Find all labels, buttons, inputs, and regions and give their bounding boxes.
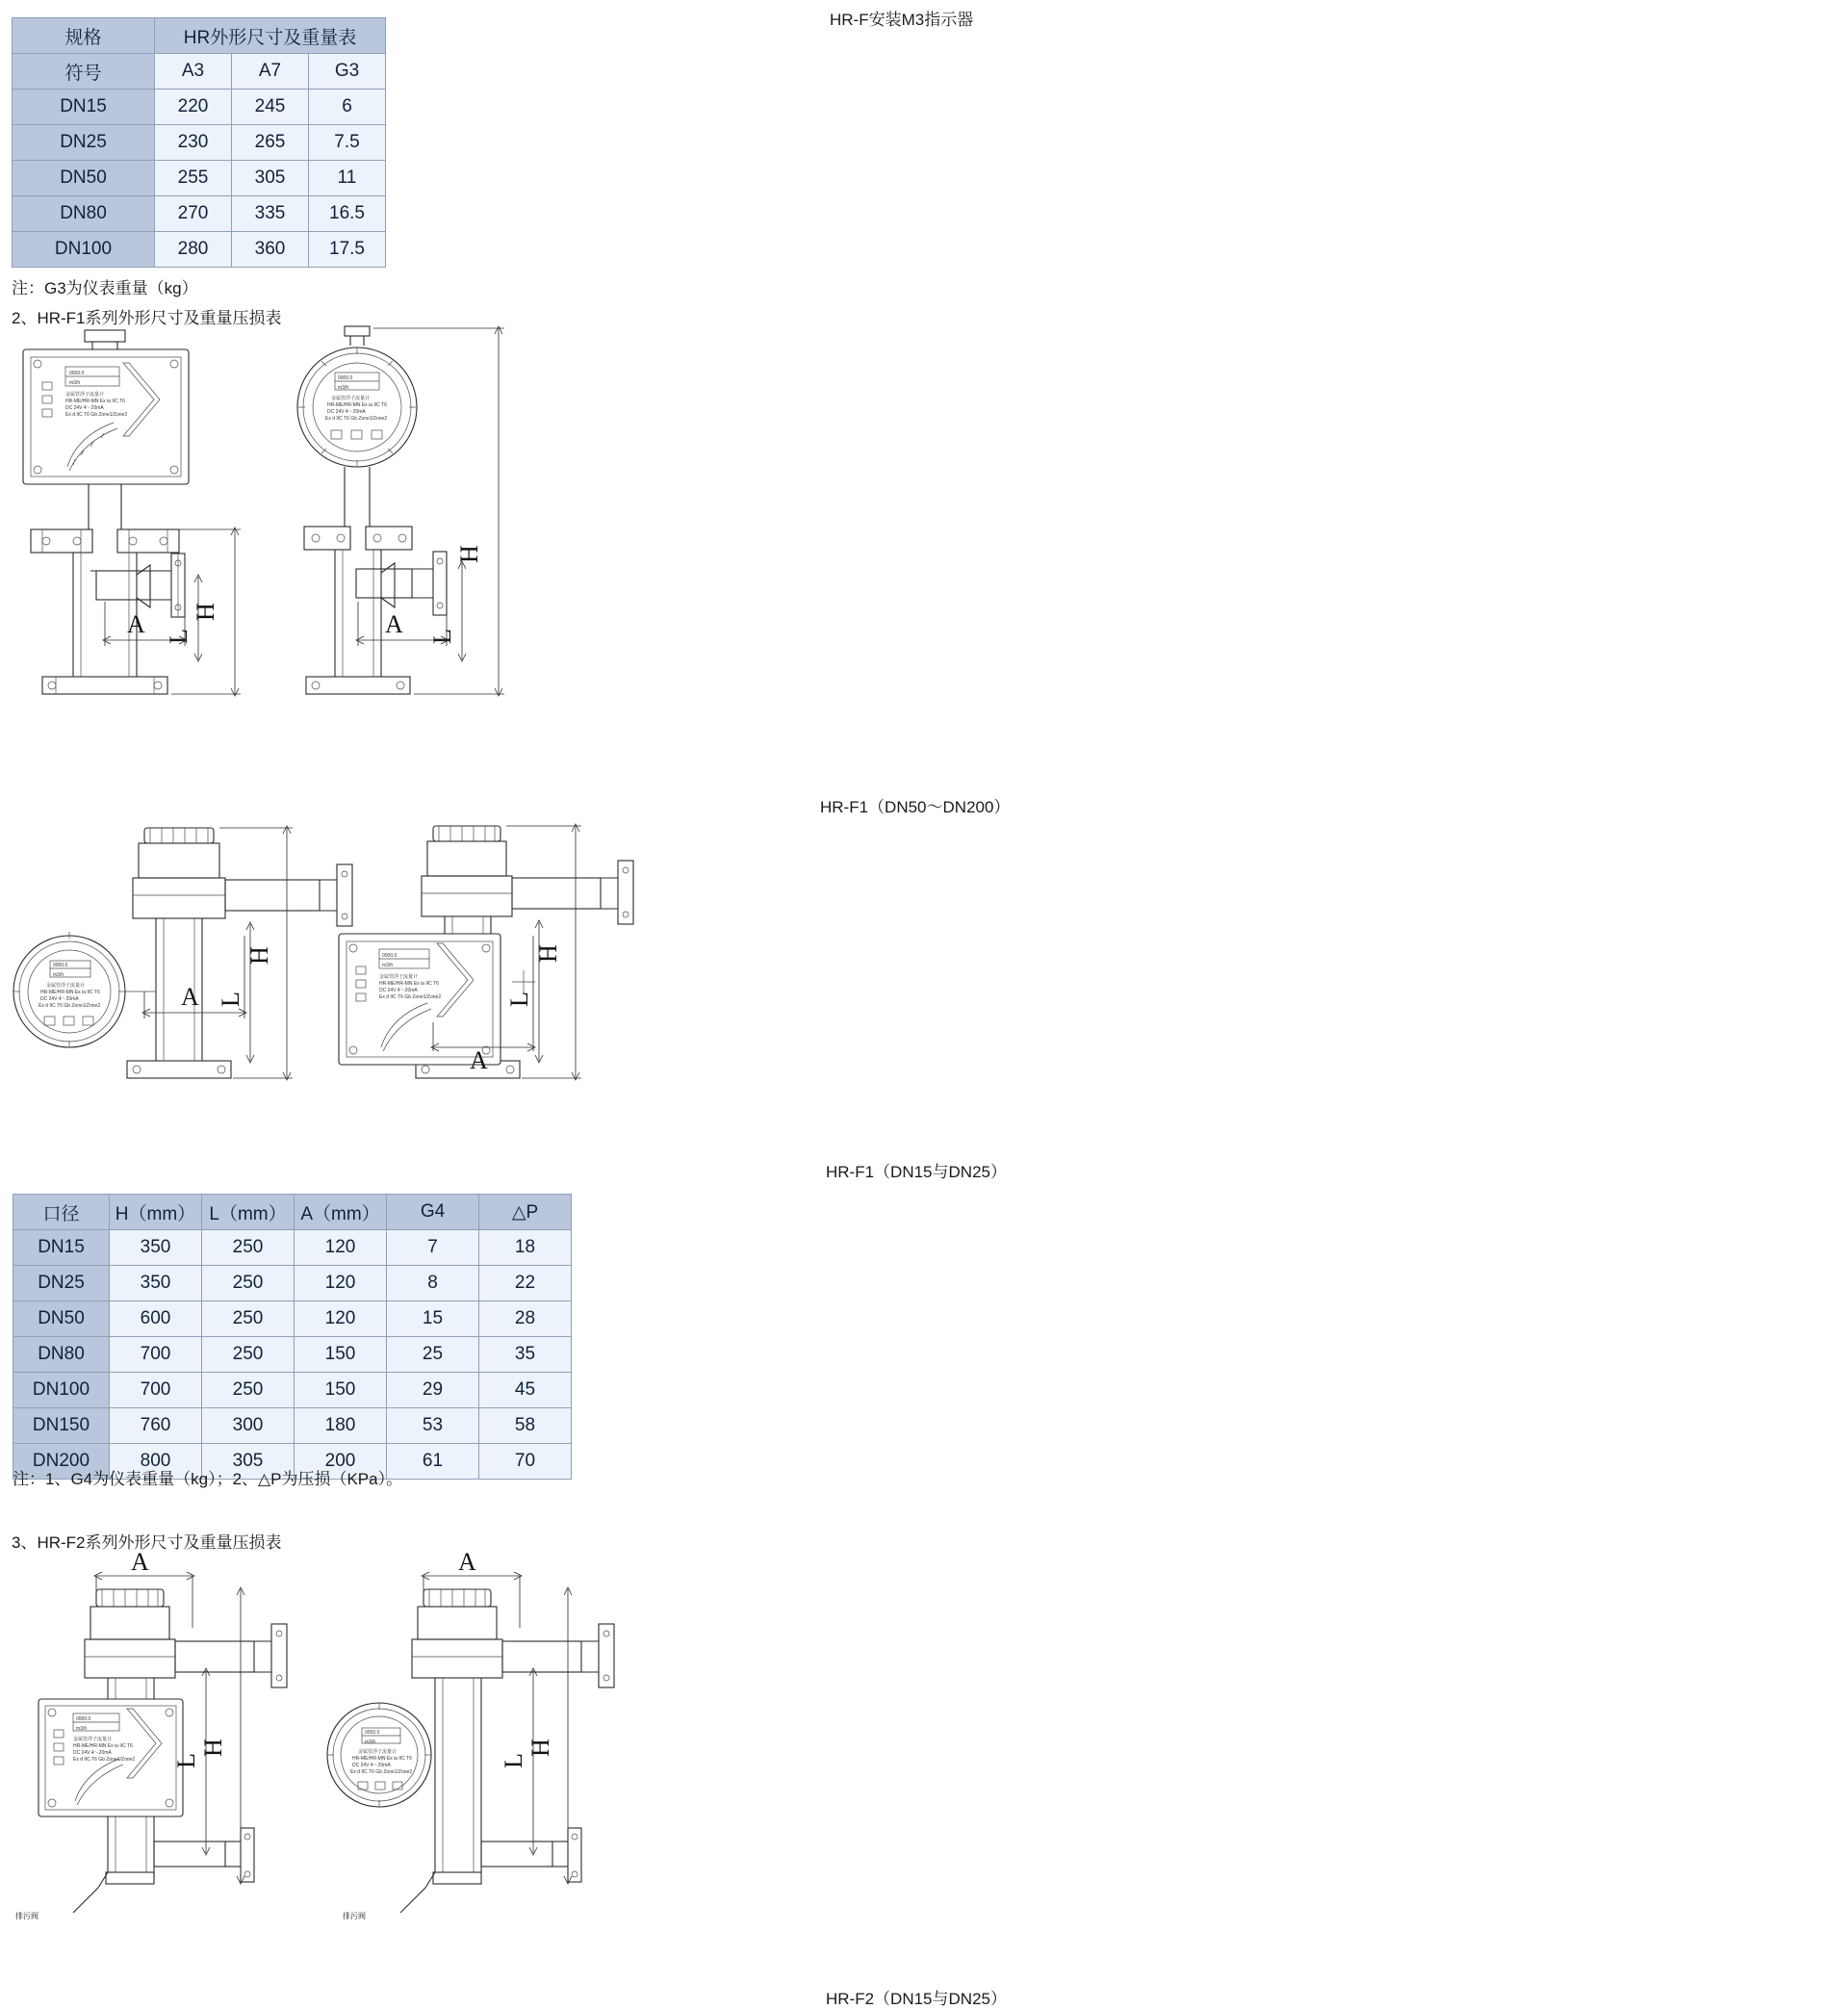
svg-text:L: L [172, 1753, 200, 1768]
table-cell: 45 [479, 1373, 572, 1408]
table-cell: 305 [202, 1444, 295, 1480]
table-cell: 265 [232, 125, 309, 161]
table-col-header: A7 [232, 54, 309, 90]
table-cell: 70 [479, 1444, 572, 1480]
svg-text:DC 24V 4～20mA: DC 24V 4～20mA [73, 1750, 112, 1756]
table-col-header: H（mm） [110, 1195, 202, 1230]
svg-text:L: L [428, 629, 456, 644]
svg-text:Ex d IIC T6 Gb Zone1/Zone2: Ex d IIC T6 Gb Zone1/Zone2 [350, 1769, 413, 1775]
svg-text:0000.0: 0000.0 [365, 1730, 380, 1736]
table-row-label: DN200 [13, 1444, 110, 1480]
table-hr-f1-dimensions-wrap [13, 1194, 572, 1480]
table-row-label: DN15 [13, 1230, 110, 1266]
table-row [13, 1301, 572, 1337]
table-cell: 7.5 [309, 125, 386, 161]
svg-text:A: A [385, 610, 403, 638]
table-row [13, 18, 386, 54]
svg-text:m3/h: m3/h [338, 385, 349, 391]
table-symbol-label: 符号 [13, 54, 155, 90]
table-cell: 11 [309, 161, 386, 196]
svg-text:DC 24V 4～20mA: DC 24V 4～20mA [327, 409, 366, 415]
table-cell: 350 [110, 1230, 202, 1266]
svg-text:A: A [181, 983, 199, 1011]
caption-hr-f2-small: HR-F2（DN15与DN25） [826, 1990, 1007, 2008]
note-g4-dp: 注：1、G4为仪表重量（kg）；2、△P为压损（KPa）。 [13, 1470, 403, 1488]
table-cell: 17.5 [309, 232, 386, 268]
table-cell: 350 [110, 1266, 202, 1301]
table-hr-dimensions [12, 17, 386, 268]
table-cell: 280 [155, 232, 232, 268]
table-cell: 58 [479, 1408, 572, 1444]
section-heading-2: 2、HR-F1系列外形尺寸及重量压损表 [12, 309, 282, 327]
table-cell: 200 [295, 1444, 387, 1480]
svg-text:A: A [131, 1548, 149, 1576]
svg-text:DC 24V 4～20mA: DC 24V 4～20mA [379, 988, 418, 993]
svg-text:L: L [165, 629, 192, 644]
label-drain-valve-left: 排污阀 [15, 1912, 38, 1920]
svg-text:L: L [217, 992, 244, 1007]
table-row-label: DN100 [13, 1373, 110, 1408]
svg-text:金属管浮子流量计: 金属管浮子流量计 [358, 1749, 398, 1755]
table-row-label: DN50 [13, 1301, 110, 1337]
table-cell: 600 [110, 1301, 202, 1337]
table-row [13, 161, 386, 196]
svg-text:A: A [458, 1548, 476, 1576]
table-cell: 150 [295, 1373, 387, 1408]
table-cell: 250 [202, 1373, 295, 1408]
table-cell: 255 [155, 161, 232, 196]
table-cell: 250 [202, 1230, 295, 1266]
caption-hr-f1-big: HR-F1（DN50～DN200） [820, 798, 1011, 816]
svg-text:HR-ME/HR-MN Ex ia IIC T6: HR-ME/HR-MN Ex ia IIC T6 [65, 399, 125, 404]
svg-text:Ex d IIC T6 Gb Zone1/Zone2: Ex d IIC T6 Gb Zone1/Zone2 [325, 416, 388, 422]
table-row-label: DN25 [13, 1266, 110, 1301]
caption-hr-f-m3: HR-F安装M3指示器 [830, 11, 974, 29]
table-cell: 6 [309, 90, 386, 125]
caption-hr-f1-small: HR-F1（DN15与DN25） [826, 1163, 1007, 1181]
table-col-header: △P [479, 1195, 572, 1230]
table-row [13, 1266, 572, 1301]
svg-text:HR-ME/HR-MN Ex ia IIC T6: HR-ME/HR-MN Ex ia IIC T6 [352, 1756, 412, 1762]
table-cell: 120 [295, 1301, 387, 1337]
svg-text:m3/h: m3/h [69, 380, 81, 386]
table-title: HR外形尺寸及重量表 [155, 18, 386, 54]
svg-text:DC 24V 4～20mA: DC 24V 4～20mA [40, 996, 79, 1002]
table-cell: 53 [387, 1408, 479, 1444]
section-heading-3: 3、HR-F2系列外形尺寸及重量压损表 [12, 1533, 282, 1552]
table-row [13, 196, 386, 232]
table-cell: 8 [387, 1266, 479, 1301]
svg-text:0000.0: 0000.0 [382, 953, 398, 959]
table-col-header: L（mm） [202, 1195, 295, 1230]
table-row-label: DN150 [13, 1408, 110, 1444]
drawing-left-unit [23, 330, 241, 696]
svg-text:HR-ME/HR-MN Ex ia IIC T6: HR-ME/HR-MN Ex ia IIC T6 [40, 990, 100, 995]
svg-text:金属管浮子流量计: 金属管浮子流量计 [331, 396, 371, 401]
table-cell: 120 [295, 1266, 387, 1301]
table-col-header: G3 [309, 54, 386, 90]
svg-text:0000.0: 0000.0 [69, 371, 85, 376]
table-cell: 300 [202, 1408, 295, 1444]
table-hr-f1-dimensions [13, 1194, 572, 1480]
drawing-right-unit-3 [327, 1548, 614, 1920]
table-cell: 230 [155, 125, 232, 161]
table-hr-dimensions-wrap [12, 17, 386, 268]
svg-text:L: L [505, 992, 533, 1007]
table-cell: 7 [387, 1230, 479, 1266]
svg-text:金属管浮子流量计: 金属管浮子流量计 [379, 974, 419, 980]
svg-text:金属管浮子流量计: 金属管浮子流量计 [65, 392, 105, 398]
note-g3: 注：G3为仪表重量（kg） [12, 279, 198, 297]
table-row-label: DN25 [13, 125, 155, 161]
table-cell: 61 [387, 1444, 479, 1480]
table-row [13, 54, 386, 90]
table-row-label: DN15 [13, 90, 155, 125]
svg-text:HR-ME/HR-MN Ex ia IIC T6: HR-ME/HR-MN Ex ia IIC T6 [327, 402, 387, 408]
svg-text:L: L [500, 1753, 527, 1768]
table-col-header: 口径 [13, 1195, 110, 1230]
svg-text:m3/h: m3/h [365, 1739, 376, 1745]
svg-text:m3/h: m3/h [382, 963, 394, 968]
svg-text:H: H [526, 1739, 554, 1757]
svg-text:0000.0: 0000.0 [338, 375, 353, 381]
table-cell: 270 [155, 196, 232, 232]
table-row [13, 232, 386, 268]
svg-text:0000.0: 0000.0 [76, 1716, 91, 1722]
svg-text:Ex d IIC T6 Gb Zone1/Zone2: Ex d IIC T6 Gb Zone1/Zone2 [38, 1003, 101, 1009]
table-cell: 28 [479, 1301, 572, 1337]
table-row [13, 1373, 572, 1408]
svg-text:H: H [245, 946, 273, 965]
table-corner-label: 规格 [13, 18, 155, 54]
svg-text:Ex d IIC T6 Gb Zone1/Zone2: Ex d IIC T6 Gb Zone1/Zone2 [73, 1757, 136, 1763]
table-cell: 180 [295, 1408, 387, 1444]
svg-text:m3/h: m3/h [76, 1726, 88, 1732]
svg-text:HR-ME/HR-MN Ex ia IIC T6: HR-ME/HR-MN Ex ia IIC T6 [73, 1743, 133, 1749]
drawing-left-unit-3 [15, 1548, 287, 1920]
table-cell: 305 [232, 161, 309, 196]
svg-text:H: H [455, 545, 483, 563]
table-cell: 150 [295, 1337, 387, 1373]
table-cell: 335 [232, 196, 309, 232]
table-cell: 800 [110, 1444, 202, 1480]
table-cell: 120 [295, 1230, 387, 1266]
table-row [13, 90, 386, 125]
table-cell: 360 [232, 232, 309, 268]
table-row-label: DN50 [13, 161, 155, 196]
table-row [13, 1195, 572, 1230]
table-row-label: DN100 [13, 232, 155, 268]
table-cell: 16.5 [309, 196, 386, 232]
table-col-header: A（mm） [295, 1195, 387, 1230]
svg-text:H: H [192, 603, 219, 621]
table-cell: 700 [110, 1373, 202, 1408]
table-cell: 22 [479, 1266, 572, 1301]
svg-text:A: A [470, 1046, 488, 1074]
label-drain-valve-right: 排污阀 [343, 1912, 366, 1920]
table-row-label: DN80 [13, 1337, 110, 1373]
drawing-hr-f2-small [13, 1548, 726, 1949]
table-cell: 250 [202, 1266, 295, 1301]
svg-text:HR-ME/HR-MN Ex ia IIC T6: HR-ME/HR-MN Ex ia IIC T6 [379, 981, 439, 987]
table-row-label: DN80 [13, 196, 155, 232]
table-row [13, 125, 386, 161]
table-col-header: G4 [387, 1195, 479, 1230]
table-cell: 760 [110, 1408, 202, 1444]
svg-text:金属管浮子流量计: 金属管浮子流量计 [73, 1737, 113, 1742]
table-row [13, 1337, 572, 1373]
table-row [13, 1408, 572, 1444]
drawing-hr-f1-small [10, 820, 712, 1157]
table-cell: 220 [155, 90, 232, 125]
table-cell: 18 [479, 1230, 572, 1266]
table-cell: 245 [232, 90, 309, 125]
svg-text:DC 24V 4～20mA: DC 24V 4～20mA [352, 1763, 391, 1768]
svg-text:金属管浮子流量计: 金属管浮子流量计 [46, 983, 86, 989]
table-cell: 35 [479, 1337, 572, 1373]
table-cell: 15 [387, 1301, 479, 1337]
drawing-right-unit-2 [339, 824, 633, 1080]
svg-text:H: H [534, 944, 562, 963]
table-cell: 700 [110, 1337, 202, 1373]
table-cell: 29 [387, 1373, 479, 1408]
table-cell: 250 [202, 1301, 295, 1337]
table-cell: 250 [202, 1337, 295, 1373]
table-row [13, 1230, 572, 1266]
svg-text:m3/h: m3/h [53, 972, 64, 978]
svg-text:A: A [127, 610, 145, 638]
table-col-header: A3 [155, 54, 232, 90]
svg-text:0000.0: 0000.0 [53, 963, 68, 968]
svg-text:DC 24V 4～20mA: DC 24V 4～20mA [65, 405, 104, 411]
drawing-hr-f1-large [10, 322, 645, 794]
svg-text:H: H [199, 1739, 227, 1757]
svg-text:Ex d IIC T6 Gb Zone1/Zone2: Ex d IIC T6 Gb Zone1/Zone2 [379, 994, 442, 1000]
drawing-right-unit [297, 326, 504, 696]
drawing-left-unit-2 [13, 826, 352, 1080]
table-cell: 25 [387, 1337, 479, 1373]
svg-text:Ex d IIC T6 Gb Zone1/Zone2: Ex d IIC T6 Gb Zone1/Zone2 [65, 412, 128, 418]
